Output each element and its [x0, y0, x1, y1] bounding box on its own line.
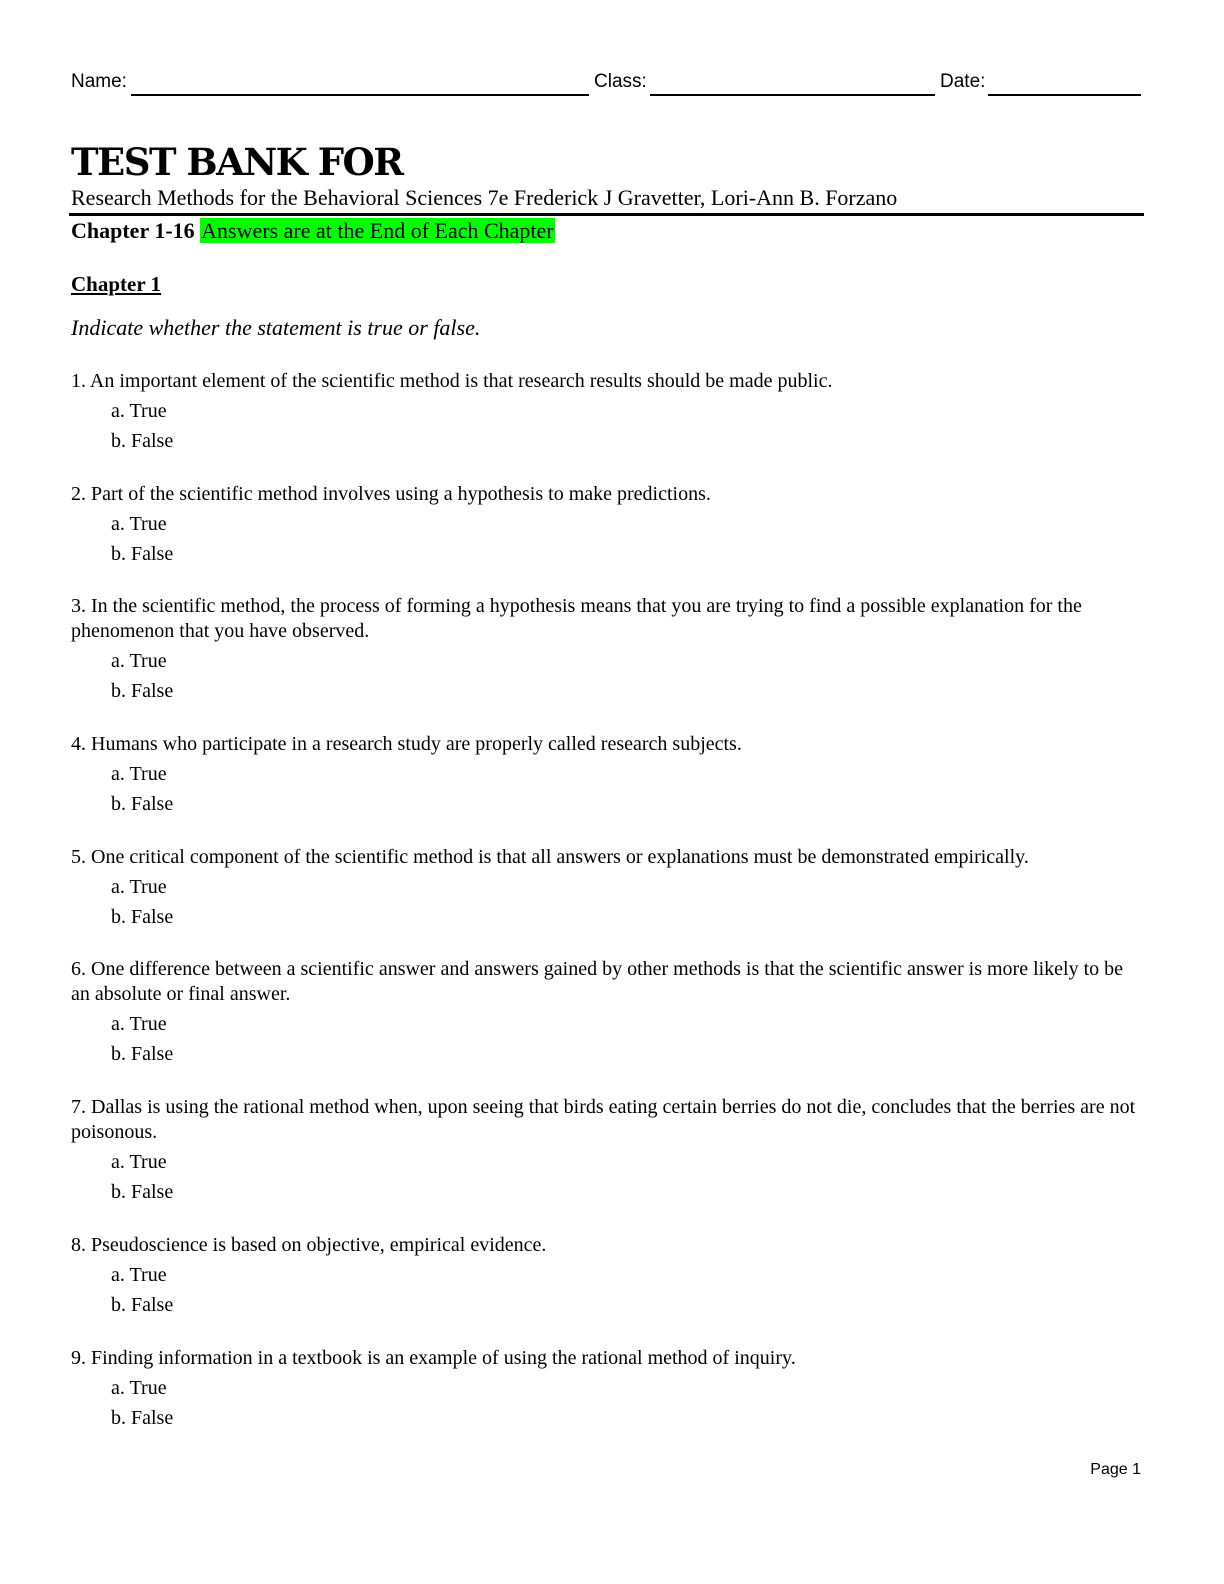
option-false[interactable]: b. False: [111, 430, 174, 452]
option-true[interactable]: a. True: [111, 763, 167, 785]
question-item: [71, 1346, 1146, 1431]
document-title: TEST BANK FOR: [71, 140, 403, 184]
question-item: [71, 1233, 1146, 1318]
chapters-range: Chapter 1-16: [71, 218, 195, 243]
question-stem: 4. Humans who participate in a research study are properly called research subjects.: [71, 733, 742, 755]
question-stem: 9. Finding information in a textbook is an example of using the rational method of inquiry.: [71, 1347, 796, 1369]
option-true[interactable]: a. True: [111, 513, 167, 535]
option-true[interactable]: a. True: [111, 1377, 167, 1399]
instructions: Indicate whether the statement is true or false.: [71, 315, 481, 340]
chapter-heading: Chapter 1: [71, 272, 162, 296]
option-false[interactable]: b. False: [111, 1294, 174, 1316]
option-true[interactable]: a. True: [111, 650, 167, 672]
option-false[interactable]: b. False: [111, 543, 174, 565]
question-item: [71, 369, 1146, 454]
question-stem: 8. Pseudoscience is based on objective, empirical evidence.: [71, 1234, 547, 1256]
question-item: [71, 845, 1146, 930]
question-stem: 3. In the scientific method, the process of forming a hypothesis means that you are trying to find a possible explanation for the phenomenon that you have observed.: [71, 595, 1082, 642]
question-item: [71, 957, 1146, 1067]
question-item: [71, 1095, 1146, 1205]
book-subtitle: Research Methods for the Behavioral Sciences 7e Frederick J Gravetter, Lori-Ann B. Forzano: [71, 185, 898, 210]
chapters-line: [71, 217, 555, 244]
question-stem: 5. One critical component of the scientific method is that all answers or explanations must be demonstrated empirically.: [71, 846, 1029, 868]
question-stem: 2. Part of the scientific method involves using a hypothesis to make predictions.: [71, 483, 711, 505]
student-info-header: [71, 70, 1141, 96]
option-true[interactable]: a. True: [111, 1264, 167, 1286]
question-item: [71, 482, 1146, 567]
option-false[interactable]: b. False: [111, 1181, 174, 1203]
page-number: Page 1: [1090, 1461, 1141, 1478]
option-true[interactable]: a. True: [111, 1151, 167, 1173]
option-true[interactable]: a. True: [111, 876, 167, 898]
date-label: Date:: [940, 71, 986, 92]
date-blank: [988, 70, 1141, 96]
option-true[interactable]: a. True: [111, 1013, 167, 1035]
option-false[interactable]: b. False: [111, 1407, 174, 1429]
title-divider: [69, 213, 1144, 216]
class-label: Class:: [594, 71, 647, 92]
option-true[interactable]: a. True: [111, 400, 167, 422]
option-false[interactable]: b. False: [111, 680, 174, 702]
name-blank: [131, 70, 589, 96]
question-stem: 6. One difference between a scientific answer and answers gained by other methods is that the scientific answer is more likely to be an absolute or final answer.: [71, 958, 1124, 1005]
question-item: [71, 732, 1146, 817]
option-false[interactable]: b. False: [111, 1043, 174, 1065]
name-label: Name:: [71, 71, 127, 92]
option-false[interactable]: b. False: [111, 906, 174, 928]
question-stem: 7. Dallas is using the rational method when, upon seeing that birds eating certain berries do not die, concludes that the berries are not poisonous.: [71, 1096, 1136, 1143]
class-blank: [650, 70, 935, 96]
option-false[interactable]: b. False: [111, 793, 174, 815]
question-stem: 1. An important element of the scientific method is that research results should be made public.: [71, 370, 833, 392]
question-item: [71, 594, 1146, 704]
answers-note-highlight: Answers are at the End of Each Chapter: [201, 218, 554, 243]
